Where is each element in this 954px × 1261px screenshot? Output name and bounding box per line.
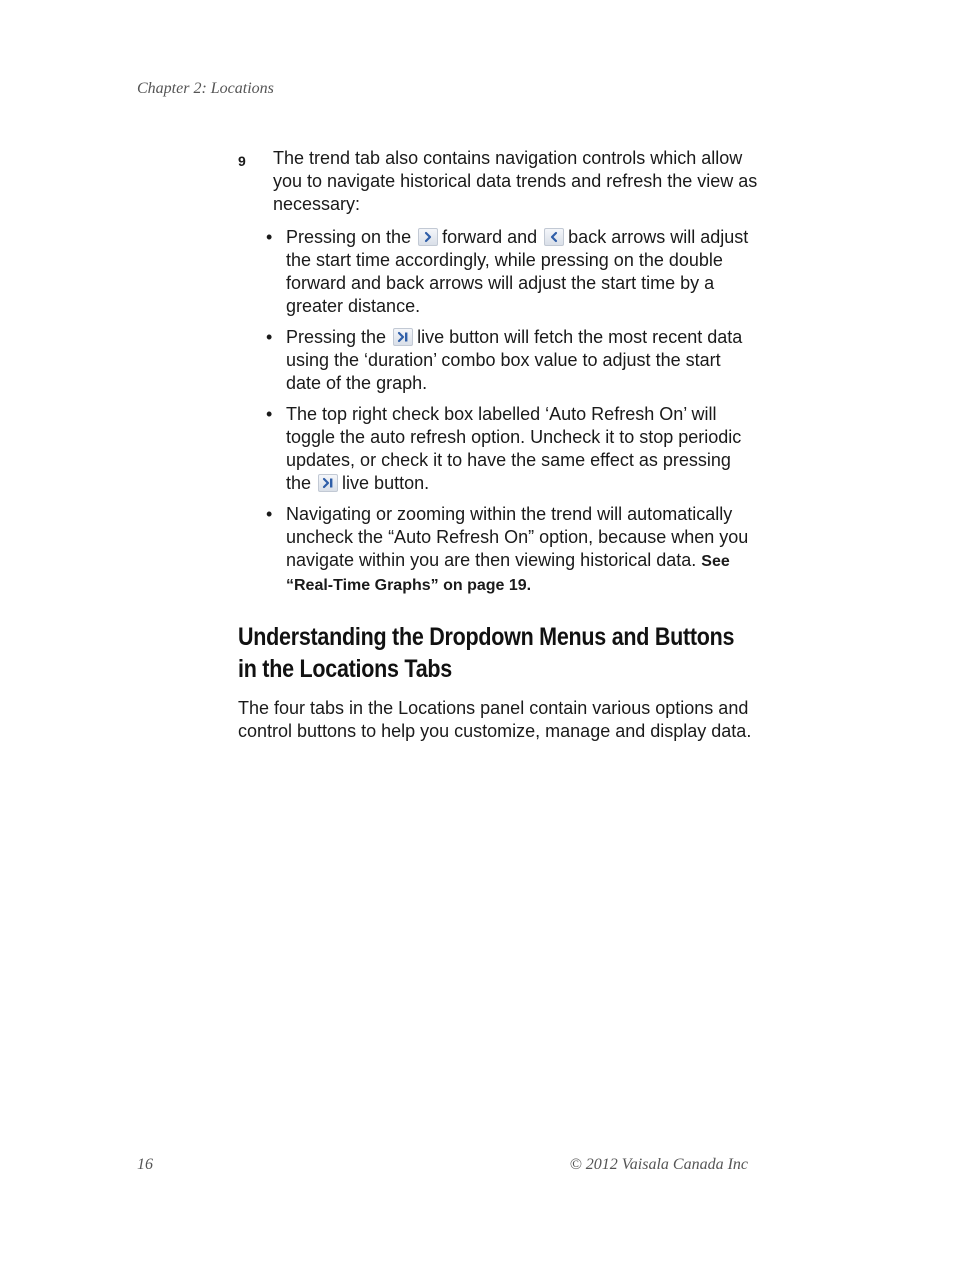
back-arrow-icon [544,228,564,246]
copyright-footer: © 2012 Vaisala Canada Inc [569,1156,748,1173]
forward-arrow-icon [418,228,438,246]
bullet-text: Pressing the [286,327,387,347]
bullet-item-zooming: • Navigating or zooming within the trend will automatically uncheck the “Auto Refresh On” option, because when you navigate within you are then viewing historical data. See “Real-Time Graphs” on page 19. [266,504,749,594]
bullet-item-auto-refresh: • The top right check box labelled ‘Auto Refresh On’ will toggle the auto refresh option. Uncheck it to stop periodic updates, or check it to have the same effect as pressing the live button. [266,404,742,493]
step-number: 9 [238,153,246,169]
bullet-item-navigation-arrows: • Pressing on the forward and back arrows will adjust the start time accordingly, while pressing on the double forward and back arrows will adjust the start time by a greater distance. [266,227,749,316]
bullet-text: forward and [442,227,538,247]
page-number: 16 [137,1156,153,1173]
bullet-text: Navigating or zooming within the trend will automatically uncheck the “Auto Refresh On” option, because when you navigate within you are then viewing historical data. [286,504,749,570]
section-heading: Understanding the Dropdown Menus and Buttons in the Locations Tabs [238,623,735,683]
step-text: The trend tab also contains navigation controls which allow you to navigate historical data trends and refresh the view as necessary: [273,148,758,214]
bullet-list [266,226,758,597]
chapter-header: Chapter 2: Locations [137,80,274,97]
live-button-icon [318,474,338,492]
bullet-text: live button. [342,473,430,493]
cross-reference-link[interactable]: See “Real-Time Graphs” on page 19. [286,553,730,594]
page-content [238,147,758,743]
bullet-text: back arrows will adjust the start time accordingly, while pressing on the double forward and back arrows will adjust the start time by a greater distance. [286,227,749,316]
bullet-text: Pressing on the [286,227,412,247]
live-button-icon [393,328,413,346]
bullet-text: The top right check box labelled ‘Auto Refresh On’ will toggle the auto refresh option. Uncheck it to stop periodic updates, or check it to have the same effect as pressing the [286,404,742,493]
numbered-step [238,147,758,597]
section-body: The four tabs in the Locations panel contain various options and control buttons to help you customize, manage and display data. [238,698,752,741]
bullet-item-live-button: • Pressing the live button will fetch the most recent data using the ‘duration’ combo box value to adjust the start date of the graph. [266,327,743,393]
bullet-text: live button will fetch the most recent data using the ‘duration’ combo box value to adjust the start date of the graph. [286,327,743,393]
